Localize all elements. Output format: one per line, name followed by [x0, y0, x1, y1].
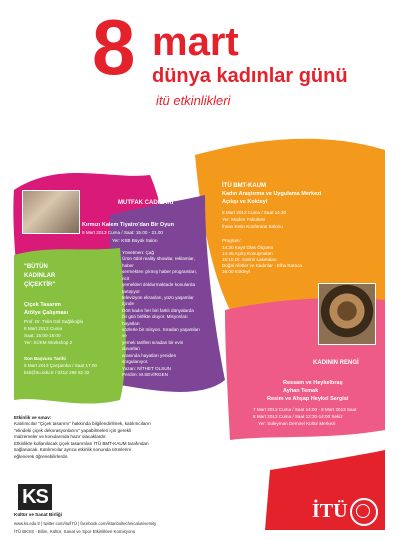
kaum-place-2: İhsan Ketin Konferans Salonu [222, 224, 283, 229]
mutfak-place: Yer: KSB Büyük Salon [112, 238, 158, 243]
mutfak-desc-line: Yazan: NİTHET OLSUN [122, 365, 171, 371]
itu-logo: İTÜ [312, 500, 348, 522]
notes-line: malzemeler ve konularında hazır olacaklardır. [14, 434, 107, 440]
cicek-title-2: Atölye Çalışması [24, 310, 69, 316]
mutfak-desc-line: bir gün birlikte oluyor. Misyonları hayatları [122, 314, 188, 326]
mutfak-desc-line: yemek tarifleri sıradan bir evin duvarları [122, 339, 184, 352]
ks-logo [18, 484, 52, 510]
cicek-section-title-3: ÇİÇEKTİR" [24, 282, 56, 288]
mutfak-desc-line: Yönetmen: Çağ [122, 250, 154, 255]
notes-line: sağlanacak. Katılımcılar ayrıca etkinlik sonunda ürünlerini [14, 447, 131, 453]
kaum-date: 8 Mart 2013 Cuma / Saat 14.30 [222, 210, 287, 215]
notes-line: Katılımcılar "Çiçek tasarımı" hakkında bilgilendirilmek, katılımcıların [14, 421, 151, 427]
mutfak-desc-line: Dört kadın her biri farklı dünyalarda [122, 307, 194, 313]
cicek-deadline-label: Son Başvuru Tarihi [24, 356, 66, 361]
sculpture-photo [318, 283, 376, 345]
cicek-time: Saat: 15:00-15:00 [24, 333, 61, 338]
cicek-title: Çiçek Tasarım [24, 302, 61, 308]
cicek-lead: Prof. Dr. Tülin Gül Sağlıkoğlu [24, 319, 84, 324]
renk-date-1: 7 Mart 2013 Cuma / Saat 14:00 - 8 Mart 2013 Saat [253, 407, 357, 412]
mutfak-desc-line: arasında hayatları yeniden sorgulanıyor. [122, 352, 177, 365]
footer-links[interactable]: www.ks.edu.tr | twitter.com/itu/İTÜ | facebook.com/istanbultechnicaluniversity [14, 521, 157, 526]
mutfak-description [122, 250, 202, 378]
kaum-place-1: Yer: Maden Fakültesi [222, 217, 265, 222]
theatre-photo [22, 190, 80, 234]
notes-block [14, 415, 174, 460]
notes-title: Etkinlik ve sınav: [14, 415, 52, 420]
mutfak-desc-line: televizyon ekranları, yüzü yaşamlar içinde [122, 294, 194, 307]
kaum-program-item: Doğal Afetler ve Kadınlar - Elha Karaca [222, 263, 302, 268]
footer-organization: İTÜ BKSS - Bilim, Kültür, Sanat ve Spor Etkinlikleri Komisyonu [14, 529, 136, 534]
mutfak-title: Kırmızı Kalem Tiyatro'dan Bir Oyun [82, 222, 174, 228]
notes-line: "elindeki çiçek dekorasyonlarını" yapabilmeleri için gerekli [14, 427, 132, 433]
notes-line: eğlenerek öğrenebilirlerdir. [14, 453, 69, 459]
notes-line: Etkinlikte kullanılacak çiçek tasarımları İTÜ BMT-KAUM tarafından [14, 440, 149, 446]
renk-title-1: Ressam ve Heykeltıraş [283, 380, 343, 386]
kaum-program-item: 16:00 Kokteyl [222, 269, 250, 274]
renk-title-3: Resim ve Ahşap Heykel Sergisi [267, 396, 349, 402]
kaum-program-item: 15:15 Dr. Satmir Laketalan [222, 257, 277, 262]
renk-date-2: 8 Mart 2013 Cuma / Saat 12:30-14:00 Sekiz [253, 414, 343, 419]
kaum-program-item: 14:30 Kayıt Olas Ölçümü [222, 245, 274, 250]
header-number: 8 [92, 3, 136, 91]
mutfak-desc-line: Ürün ödül reality showlar, reklamlar, haber [122, 256, 195, 268]
kaum-program-label: Program: [222, 238, 241, 243]
itu-seal-inner-icon [356, 504, 370, 518]
cicek-contact: ksb@itu.edu.tr / 0212 285 62 32 [24, 370, 90, 375]
kaum-program-item: 14:45 Açılış Konuşmaları [222, 251, 273, 256]
renk-title-2: Ayhan Temak [283, 388, 319, 394]
cicek-section-title-1: "BÜTÜN [24, 264, 48, 270]
header-word: mart [152, 20, 239, 64]
renk-place: Yer: Süleyman Demirel Kültür Merkezi [258, 421, 336, 426]
kaum-section-title: İTÜ BMT-KAUM [222, 183, 266, 189]
mutfak-desc-line: yemekleri doldurmaktadır konularda tartışıyor [122, 282, 196, 294]
mutfak-desc-line: Perdim: M.SEVİRGEN [122, 372, 168, 378]
header-subtitle: dünya kadınlar günü [152, 65, 348, 87]
ks-logo-caption: Kültür ve Sanat Birliği [14, 512, 62, 517]
header-tagline: itü etkinlikleri [156, 93, 231, 108]
cicek-section-title-2: KADINLAR [24, 273, 56, 279]
cicek-place: Yer: SÜKM Workshop 2 [24, 340, 73, 345]
mutfak-date: 8 Mart 2013 Cuma / Saat: 15.00 - 21.00 [82, 230, 163, 235]
mutfak-desc-line: sermekten çıkmış haber programları, ricit [122, 269, 198, 281]
cicek-date: 8 Mart 2013 Cuma [24, 326, 63, 331]
ks-logo-letters: KS [22, 486, 48, 508]
cicek-deadline: 6 Mart 2013 Çarşamba / Saat 17.00 [24, 363, 98, 368]
mutfak-section-title: MUTFAK CADILARI [118, 200, 174, 206]
renk-section-title: KADININ RENGİ [313, 360, 359, 366]
kaum-title-2: Açılışı ve Kokteyl [222, 199, 268, 205]
mutfak-desc-line: sözlerle bir misyon. Sıradan yaşamları ve [122, 327, 200, 339]
kaum-title-1: Kadın Araştırma ve Uygulama Merkezi [222, 191, 322, 197]
